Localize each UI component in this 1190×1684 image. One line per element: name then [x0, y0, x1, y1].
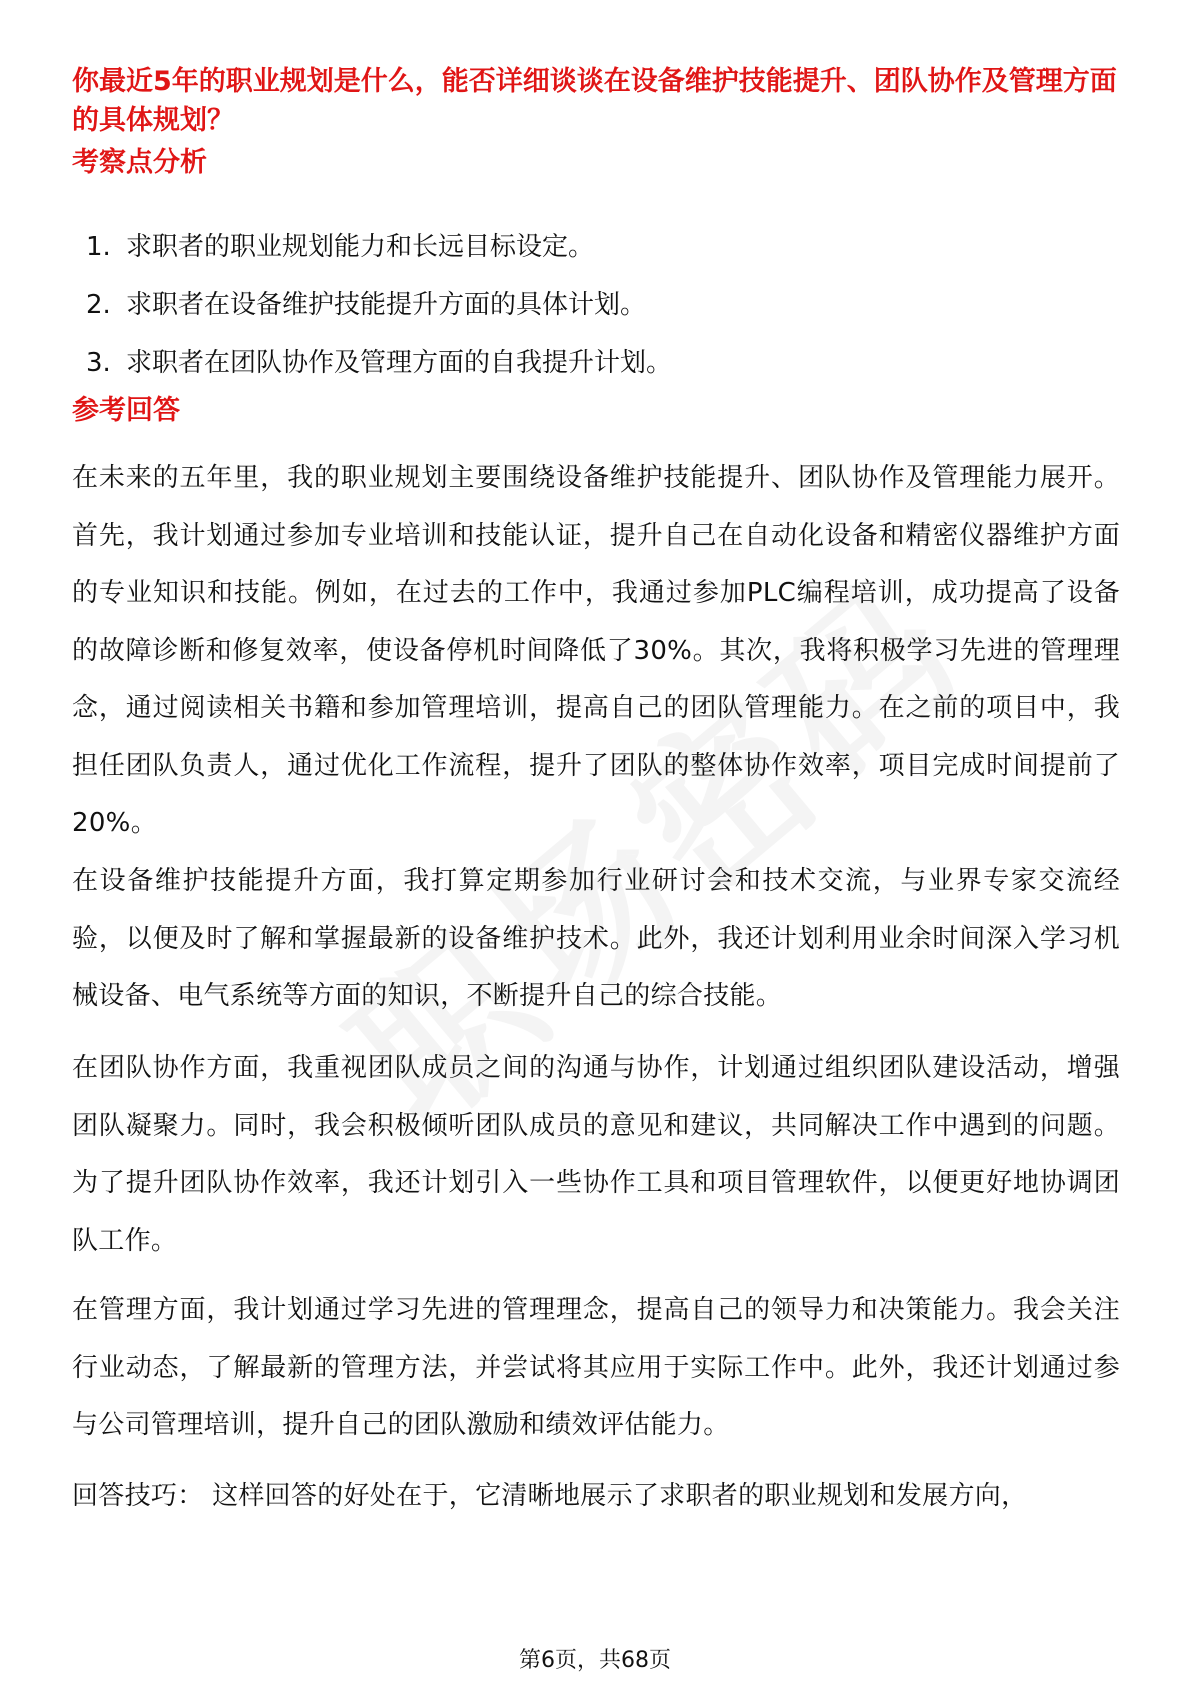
analysis-list	[86, 229, 672, 403]
answer-paragraph: 在未来的五年里，我的职业规划主要围绕设备维护技能提升、团队协作及管理能力展开。首先，我计划通过参加专业培训和技能认证，提升自己在自动化设备和精密仪器维护方面的专业知识和技能。例如，在过去的工作中，我通过参加PLC编程培训，成功提高了设备的故障诊断和修复效率，使设备停机时间降低了30%。其次，我将积极学习先进的管理理念，通过阅读相关书籍和参加管理培训，提高自己的团队管理能力。在之前的项目中，我担任团队负责人，通过优化工作流程，提升了团队的整体协作效率，项目完成时间提前了20%。	[72, 463, 1120, 838]
question-title: 你最近5年的职业规划是什么，能否详细谈谈在设备维护技能提升、团队协作及管理方面的具体规划？	[72, 66, 1117, 136]
analysis-item-text: 求职者的职业规划能力和长远目标设定。	[126, 232, 595, 262]
analysis-item	[86, 287, 672, 345]
answer-paragraph: 在管理方面，我计划通过学习先进的管理理念，提高自己的领导力和决策能力。我会关注行业动态，了解最新的管理方法，并尝试将其应用于实际工作中。此外，我还计划通过参与公司管理培训，提升自己的团队激励和绩效评估能力。	[72, 1295, 1120, 1440]
answer-paragraph: 在团队协作方面，我重视团队成员之间的沟通与协作，计划通过组织团队建设活动，增强团队凝聚力。同时，我会积极倾听团队成员的意见和建议，共同解决工作中遇到的问题。为了提升团队协作效率，我还计划引入一些协作工具和项目管理软件，以便更好地协调团队工作。	[72, 1053, 1120, 1256]
analysis-item-text: 求职者在设备维护技能提升方面的具体计划。	[126, 290, 647, 320]
analysis-item-number: 3.	[86, 348, 111, 378]
analysis-item-number: 2.	[86, 290, 111, 320]
page-number: 第6页，共68页	[519, 1648, 671, 1673]
analysis-heading: 考察点分析	[72, 147, 207, 178]
tips-line: 回答技巧： 这样回答的好处在于，它清晰地展示了求职者的职业规划和发展方向，	[72, 1481, 1028, 1511]
answer-heading: 参考回答	[72, 395, 180, 426]
answer-paragraph: 在设备维护技能提升方面，我打算定期参加行业研讨会和技术交流，与业界专家交流经验，以便及时了解和掌握最新的设备维护技术。此外，我还计划利用业余时间深入学习机械设备、电气系统等方面的知识，不断提升自己的综合技能。	[72, 866, 1120, 1011]
analysis-item	[86, 229, 672, 287]
analysis-item-text: 求职者在团队协作及管理方面的自我提升计划。	[126, 348, 673, 378]
analysis-item-number: 1.	[86, 232, 111, 262]
